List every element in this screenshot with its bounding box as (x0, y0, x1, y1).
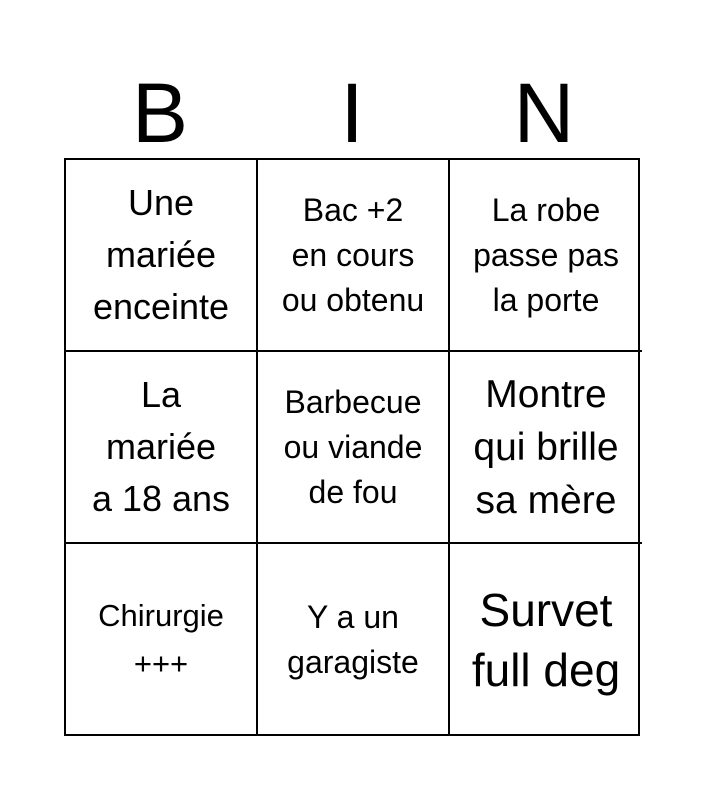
bingo-cell[interactable] (66, 544, 258, 736)
bingo-cell[interactable] (258, 160, 450, 352)
bingo-cell-text: Montre qui brille sa mère (473, 372, 619, 522)
bingo-cell[interactable] (450, 544, 642, 736)
bingo-header (64, 66, 640, 160)
bingo-cell[interactable] (450, 352, 642, 544)
header-letter-i: I (340, 66, 364, 160)
bingo-cell-text: Y a un garagiste (287, 599, 419, 680)
bingo-cell[interactable] (66, 352, 258, 544)
bingo-cell-text: La robe passe pas la porte (473, 191, 619, 318)
bingo-cell-text: Chirurgie +++ (98, 598, 224, 681)
bingo-cell[interactable] (258, 544, 450, 736)
header-letter-b: B (131, 66, 189, 160)
bingo-cell-text: Barbecue ou viande de fou (283, 383, 423, 510)
bingo-cell[interactable] (258, 352, 450, 544)
header-letter-n: N (513, 66, 575, 160)
bingo-cell-text: Survet full deg (471, 584, 621, 696)
bingo-cell-text: La mariée a 18 ans (91, 374, 231, 519)
bingo-grid (64, 158, 640, 736)
bingo-cell[interactable] (450, 160, 642, 352)
bingo-cell-text: Bac +2 en cours ou obtenu (281, 191, 425, 318)
bingo-cell-text: Une mariée enceinte (92, 182, 230, 327)
bingo-cell[interactable] (66, 160, 258, 352)
